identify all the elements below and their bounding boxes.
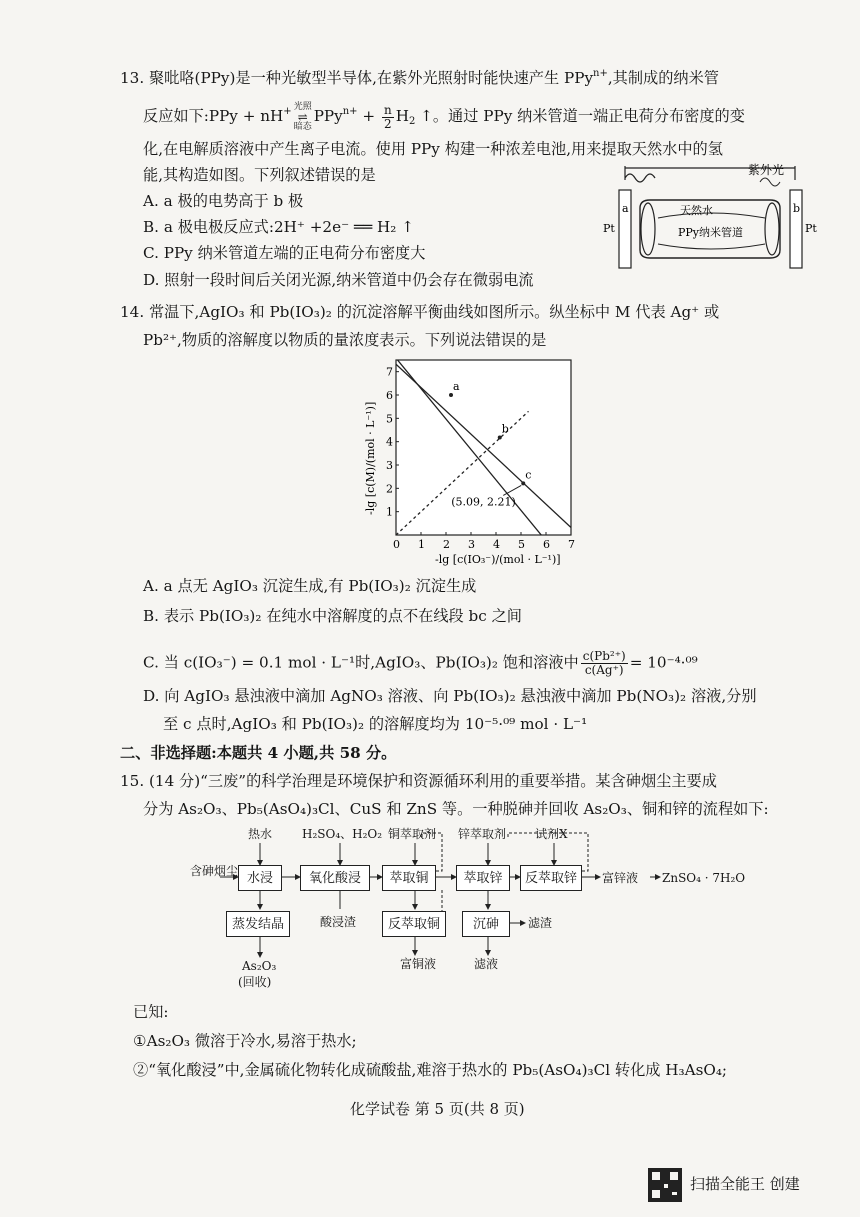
ppy-tube-label: PPy纳米管道 [678,226,744,239]
chart-x-tick-5: 5 [518,538,525,551]
flow-as2o3: As₂O₃ [242,959,277,973]
q14-option-d-line-2: 至 c 点时,AgIO₃ 和 Pb(IO₃)₂ 的溶解度均为 10⁻⁵·⁰⁹ mol · L⁻¹ [163,715,588,733]
chart-x-tick-0: 0 [393,538,400,551]
q15-flowchart [190,825,746,1020]
flow-reagent-x: 试剂X [535,827,568,841]
chart-y-tick-1: 1 [386,505,393,519]
chart-x-axis-label: -lg [c(IO₃⁻)/(mol · L⁻¹)] [435,553,561,566]
page-footer: 化学试卷 第 5 页(共 8 页) [350,1100,525,1118]
q13-cell-diagram [600,160,820,275]
chart-y-tick-4: 4 [386,435,393,449]
uv-light-icon [625,174,655,182]
q14-stem-line-1: 14. 常温下,AgIO₃ 和 Pb(IO₃)₂ 的沉淀溶解平衡曲线如图所示。纵坐标中 M 代表 Ag⁺ 或 [120,303,720,321]
chart-x-tick-2: 2 [443,538,450,551]
flow-residue: 滤渣 [528,916,553,930]
section-2-title: 二、非选择题:本题共 4 小题,共 58 分。 [120,744,397,762]
chart-x-tick-6: 6 [543,538,550,551]
q14-option-a: A. a 点无 AgIO₃ 沉淀生成,有 Pb(IO₃)₂ 沉淀生成 [143,577,477,595]
flow-reagent-acid: H₂SO₄、H₂O₂ [302,827,383,841]
chart-y-tick-6: 6 [386,389,393,402]
flow-reagent-zn-extractant: 锌萃取剂 [458,827,507,841]
ratio-fraction: $\frac{\text{c(Pb²⁺)}}{c(Ag^+)}$ [582,649,626,677]
chart-plot-area [396,360,571,535]
chart-y-tick-7: 7 [386,365,393,379]
flow-reagent-hot-water: 热水 [248,827,273,841]
chart-point-label-c: c [525,468,532,482]
flow-step-extract-cu: 萃取铜 [382,865,436,891]
flow-step-strip-cu: 反萃取铜 [382,911,446,937]
chart-y-axis-label: -lg [c(M)/(mol · L⁻¹)] [364,401,377,515]
uv-label: 紫外光 [748,163,785,177]
q13-option-b: B. a 极电极反应式:2H⁺ +2e⁻ ══ H₂ ↑ [143,218,414,236]
flow-acid-residue: 酸浸渣 [320,915,357,929]
chart-point-label-a: a [453,380,460,393]
flow-step-oxidative-acid-leach: 氧化酸浸 [300,865,370,891]
svg-text:Pt: Pt [805,222,817,235]
flow-input-label: 含砷烟尘 [190,864,239,878]
q14-option-b: B. 表示 Pb(IO₃)₂ 在纯水中溶解度的点不在线段 bc 之间 [143,607,522,625]
chart-point-c [521,481,525,485]
flow-step-water-leach: 水浸 [238,865,282,891]
chart-annotation-c: (5.09, 2.21) [451,495,516,509]
q13-reaction-line: 反应如下:PPy + nH+ 光照 ⇌ 暗态 PPy$^{n+}$ + $\frac{n}{2}$ $H_2$ ↑。通过 PPy 纳米管道一端正电荷分布密度的变 [143,102,745,132]
q13-option-c: C. PPy 纳米管道左端的正电荷分布密度大 [143,244,426,262]
q14-stem-line-2: Pb²⁺,物质的溶解度以物质的量浓度表示。下列说法错误的是 [143,331,547,349]
chart-y-tick-5: 5 [386,412,393,426]
chart-point-b [498,435,502,439]
chart-x-tick-3: 3 [468,538,475,551]
flow-step-strip-zn: 反萃取锌 [520,865,582,891]
chart-point-a [449,393,453,397]
flow-step-evaporate: 蒸发结晶 [226,911,290,937]
chart-x-tick-4: 4 [493,538,500,551]
q13-stem-line-4: 能,其构造如图。下列叙述错误的是 [143,166,376,184]
natural-water-label: 天然水 [680,204,713,217]
q14-solubility-chart [350,355,600,570]
flow-filtrate: 滤液 [474,957,499,971]
qr-code-icon [648,1168,682,1202]
q15-stem-line-2: 分为 As₂O₃、Pb₅(AsO₄)₃Cl、CuS 和 ZnS 等。一种脱砷并回收 As₂O₃、铜和锌的流程如下: [143,800,769,818]
flow-zinc-rich-liquid: 富锌液 [602,871,639,885]
chart-y-tick-3: 3 [386,459,393,472]
q15-stem-line-1: 15. (14 分)“三废”的科学治理是环境保护和资源循环利用的重要举措。某含砷烟尘主要成 [120,772,717,790]
svg-text:b: b [793,202,801,215]
chart-point-label-b: b [501,422,509,436]
flow-recycle: (回收) [238,975,272,989]
q14-option-c: C. 当 c(IO₃⁻) = 0.1 mol · L⁻¹时,AgIO₃、Pb(IO₃)₂ 饱和溶液中 $\frac{\text{c(Pb²⁺)}}{c(Ag^+)}$ = 10⁻⁴·⁰⁹ [143,649,698,677]
flow-step-extract-zn: 萃取锌 [456,865,510,891]
q13-option-d: D. 照射一段时间后关闭光源,纳米管道中仍会存在微弱电流 [143,271,534,289]
q13-stem-line-3: 化,在电解质溶液中产生离子电流。使用 PPy 构建一种浓差电池,用来提取天然水中的氢 [143,140,723,158]
known-item-2: ②“氧化酸浸”中,金属硫化物转化成硫酸盐,难溶于热水的 Pb₅(AsO₄)₃Cl 转化成 H₃AsO₄; [133,1061,728,1079]
chart-x-tick-7: 7 [568,538,575,551]
chart-x-tick-1: 1 [418,538,425,551]
fraction-n-over-2: $\frac{n}{2}$ [383,102,392,131]
scanner-watermark: 扫描全能王 创建 [690,1175,800,1193]
flow-copper-liquid: 富铜液 [400,957,437,971]
q13-option-a: A. a 极的电势高于 b 极 [143,192,304,210]
svg-text:a: a [622,202,629,215]
flow-product: ZnSO₄ · 7H₂O [662,871,746,885]
flow-step-precipitate-as: 沉砷 [462,911,510,937]
equilibrium-arrow: 光照 ⇌ 暗态 [293,102,312,132]
chart-y-tick-2: 2 [386,482,393,496]
q14-option-d-line-1: D. 向 AgIO₃ 悬浊液中滴加 AgNO₃ 溶液、向 Pb(IO₃)₂ 悬浊液中滴加 Pb(NO₃)₂ 溶液,分别 [143,687,757,705]
svg-text:Pt: Pt [603,222,615,235]
flow-reagent-cu-extractant: 铜萃取剂 [388,827,437,841]
known-item-1: ①As₂O₃ 微溶于冷水,易溶于热水; [133,1032,357,1050]
q13-stem-line-1: 13. 聚吡咯(PPy)是一种光敏型半导体,在紫外光照射时能快速产生 PPy$^{n+}$,其制成的纳米管 [120,68,719,87]
known-title: 已知: [133,1003,169,1021]
